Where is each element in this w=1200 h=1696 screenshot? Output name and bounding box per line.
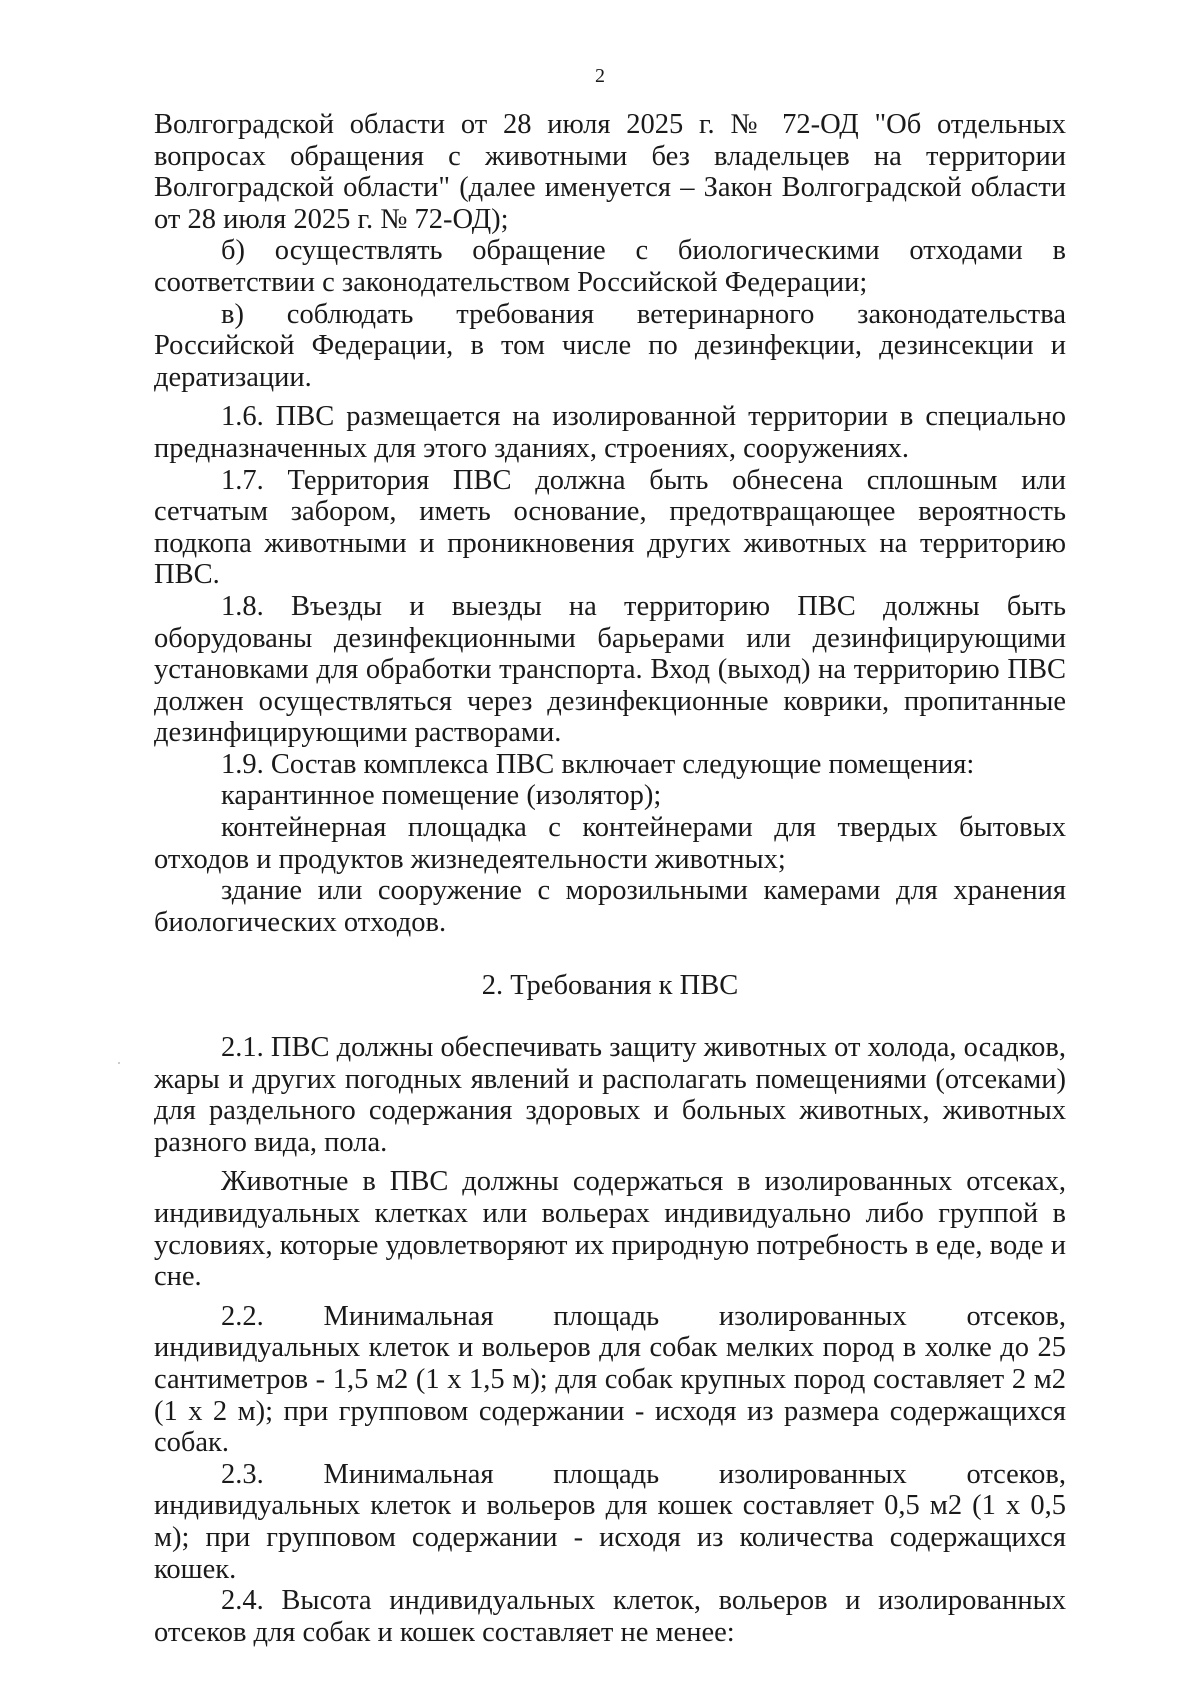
paragraph-1-7: 1.7. Территория ПВС должна быть обнесена сплошным или сетчатым забором, иметь основание, предотвращающее вероятность подкопа животными и проникновения других животных на территорию ПВС. <box>154 464 1066 591</box>
paragraph-1-8: 1.8. Въезды и выезды на территорию ПВС должны быть оборудованы дезинфекционными барьерами или дезинфицирующими установками для обработки транспорта. Вход (выход) на территорию ПВС должен осуществляться через дезинфекционные коврики, пропитанные дезинфицирующими растворами. <box>154 590 1066 749</box>
paragraph-2-1: 2.1. ПВС должны обеспечивать защиту животных от холода, осадков, жары и других погодных явлений и располагать помещениями (отсеками) для раздельного содержания здоровых и больных животных, животных разного вида, пола. <box>154 1032 1066 1158</box>
list-item-quarantine: карантинное помещение (изолятор); <box>221 780 662 812</box>
paragraph-1-6: 1.6. ПВС размещается на изолированной территории в специально предназначенных для этого зданиях, строениях, сооружениях. <box>154 401 1066 464</box>
paragraph-2-4: 2.4. Высота индивидуальных клеток, вольеров и изолированных отсеков для собак и кошек составляет не менее: <box>154 1585 1066 1648</box>
paragraph-2-2: 2.2. Минимальная площадь изолированных отсеков, индивидуальных клеток и вольеров для собак мелких пород в холке до 25 сантиметров - 1,5 м2 (1 х 1,5 м); для собак крупных пород составляет 2 м2 (1 х 2 м); при групповом содержании - исходя из размера содержащихся собак. <box>154 1300 1066 1459</box>
page-number: 2 <box>595 65 605 87</box>
paragraph-2-3: 2.3. Минимальная площадь изолированных отсеков, индивидуальных клеток и вольеров для кошек составляет 0,5 м2 (1 х 0,5 м); при групповом содержании - исходя из количества содержащихся кошек. <box>154 1458 1066 1585</box>
list-item-freezer-building: здание или сооружение с морозильными камерами для хранения биологических отходов. <box>154 875 1066 938</box>
paragraph-law-reference: Волгоградской области от 28 июля 2025 г. № 72-ОД "Об отдельных вопросах обращения с животными без владельцев на территории Волгоградской области" (далее именуется – Закон Волгоградской области от 28 июля 2025 г. № 72-ОД); <box>154 109 1066 235</box>
paragraph-item-v: в) соблюдать требования ветеринарного законодательства Российской Федерации, в том числе по дезинфекции, дезинсекции и дератизации. <box>154 298 1066 393</box>
paragraph-item-b: б) осуществлять обращение с биологическими отходами в соответствии с законодательством Российской Федерации; <box>154 235 1066 298</box>
list-item-container-site: контейнерная площадка с контейнерами для твердых бытовых отходов и продуктов жизнедеятельности животных; <box>154 812 1066 875</box>
paragraph-1-9: 1.9. Состав комплекса ПВС включает следующие помещения: <box>221 748 975 780</box>
document-body <box>154 109 1066 1648</box>
scan-speck <box>118 1062 120 1064</box>
section-heading: 2. Требования к ПВС <box>481 970 739 1002</box>
paragraph-animals-housing: Животные в ПВС должны содержаться в изолированных отсеках, индивидуальных клетках или вольерах индивидуально либо группой в условиях, которые удовлетворяют их природную потребность в еде, воде и сне. <box>154 1166 1066 1293</box>
